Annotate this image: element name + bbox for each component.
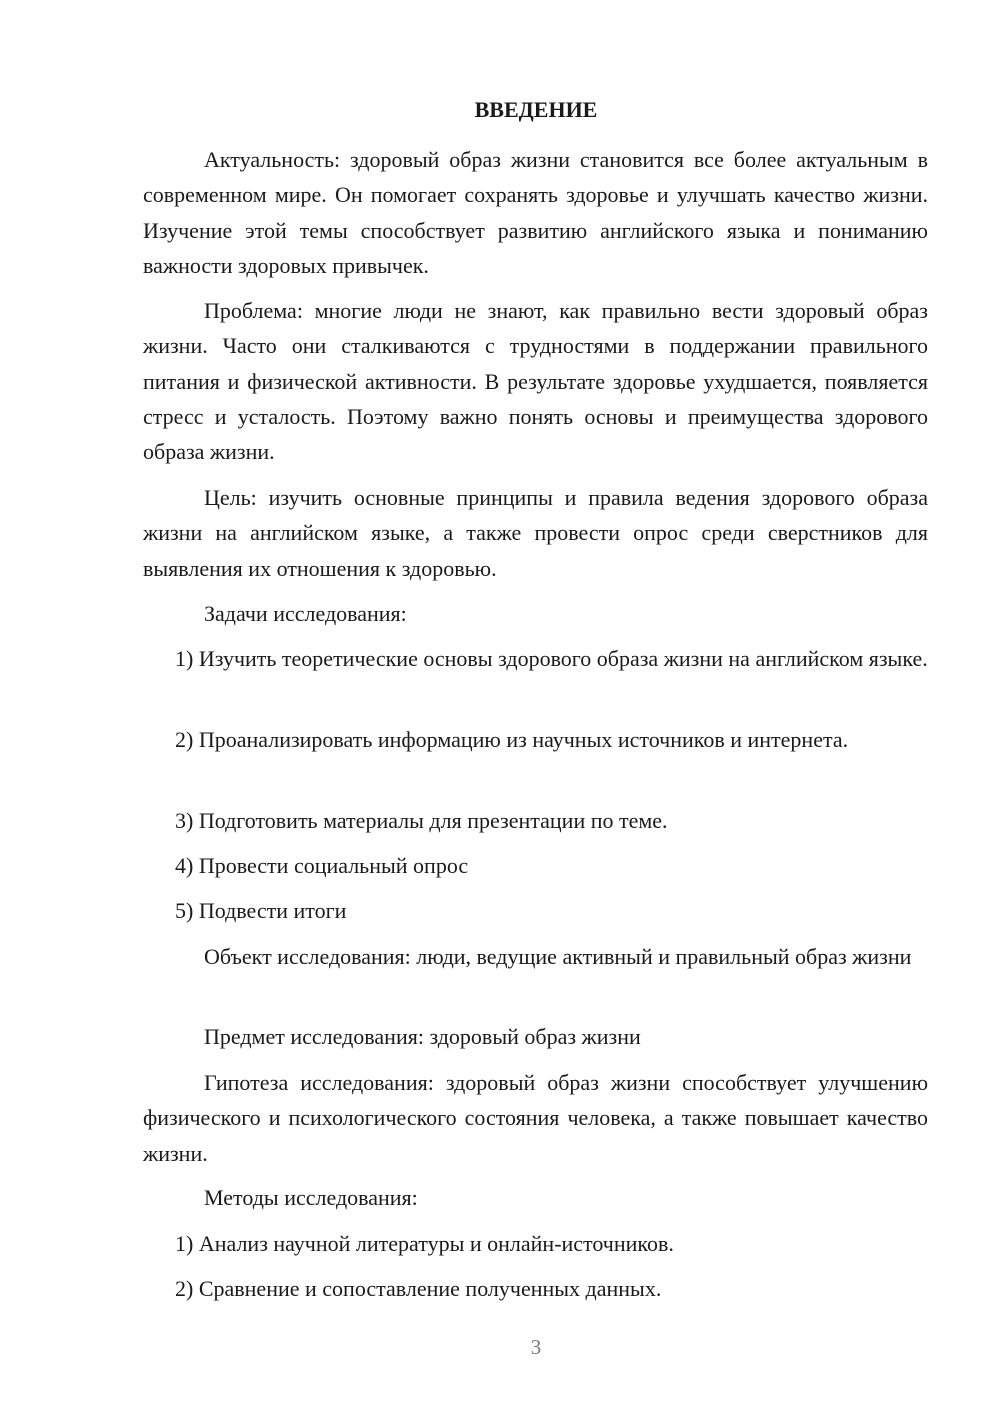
tasks-heading: Задачи исследования:	[204, 601, 407, 626]
methods-heading: Методы исследования:	[204, 1185, 418, 1210]
task-item-4: 4) Провести социальный опрос	[175, 853, 469, 878]
research-object-paragraph: Объект исследования: люди, ведущие активный и правильный образ жизни	[204, 944, 912, 969]
section-title: ВВЕДЕНИЕ	[474, 97, 598, 122]
task-item-1: 1) Изучить теоретические основы здорового образа жизни на английском языке.	[175, 646, 928, 671]
problem-paragraph: Проблема: многие люди не знают, как правильно вести здоровый образ жизни. Часто они сталкиваются с трудностями в поддержании правильного питания и физической активности. В результате здоровье ухудшается, появляется стресс и усталость. Поэтому важно понять основы и преимущества здорового образа жизни.	[143, 298, 928, 465]
task-item-2: 2) Проанализировать информацию из научных источников и интернета.	[175, 727, 849, 752]
task-item-5: 5) Подвести итоги	[175, 898, 347, 923]
relevance-paragraph: Актуальность: здоровый образ жизни становится все более актуальным в современном мире. Он помогает сохранять здоровье и улучшать качество жизни. Изучение этой темы способствует развитию английского языка и пониманию важности здоровых привычек.	[143, 147, 928, 278]
task-item-3: 3) Подготовить материалы для презентации по теме.	[175, 808, 668, 833]
method-item-1: 1) Анализ научной литературы и онлайн-источников.	[175, 1231, 674, 1256]
goal-paragraph: Цель: изучить основные принципы и правила ведения здорового образа жизни на английском языке, а также провести опрос среди сверстников для выявления их отношения к здоровью.	[143, 485, 928, 581]
research-subject-paragraph: Предмет исследования: здоровый образ жизни	[204, 1024, 641, 1049]
page-number: 3	[530, 1335, 542, 1359]
method-item-2: 2) Сравнение и сопоставление полученных данных.	[175, 1276, 662, 1301]
hypothesis-paragraph: Гипотеза исследования: здоровый образ жизни способствует улучшению физического и психологического состояния человека, а также повышает качество жизни.	[143, 1070, 928, 1166]
